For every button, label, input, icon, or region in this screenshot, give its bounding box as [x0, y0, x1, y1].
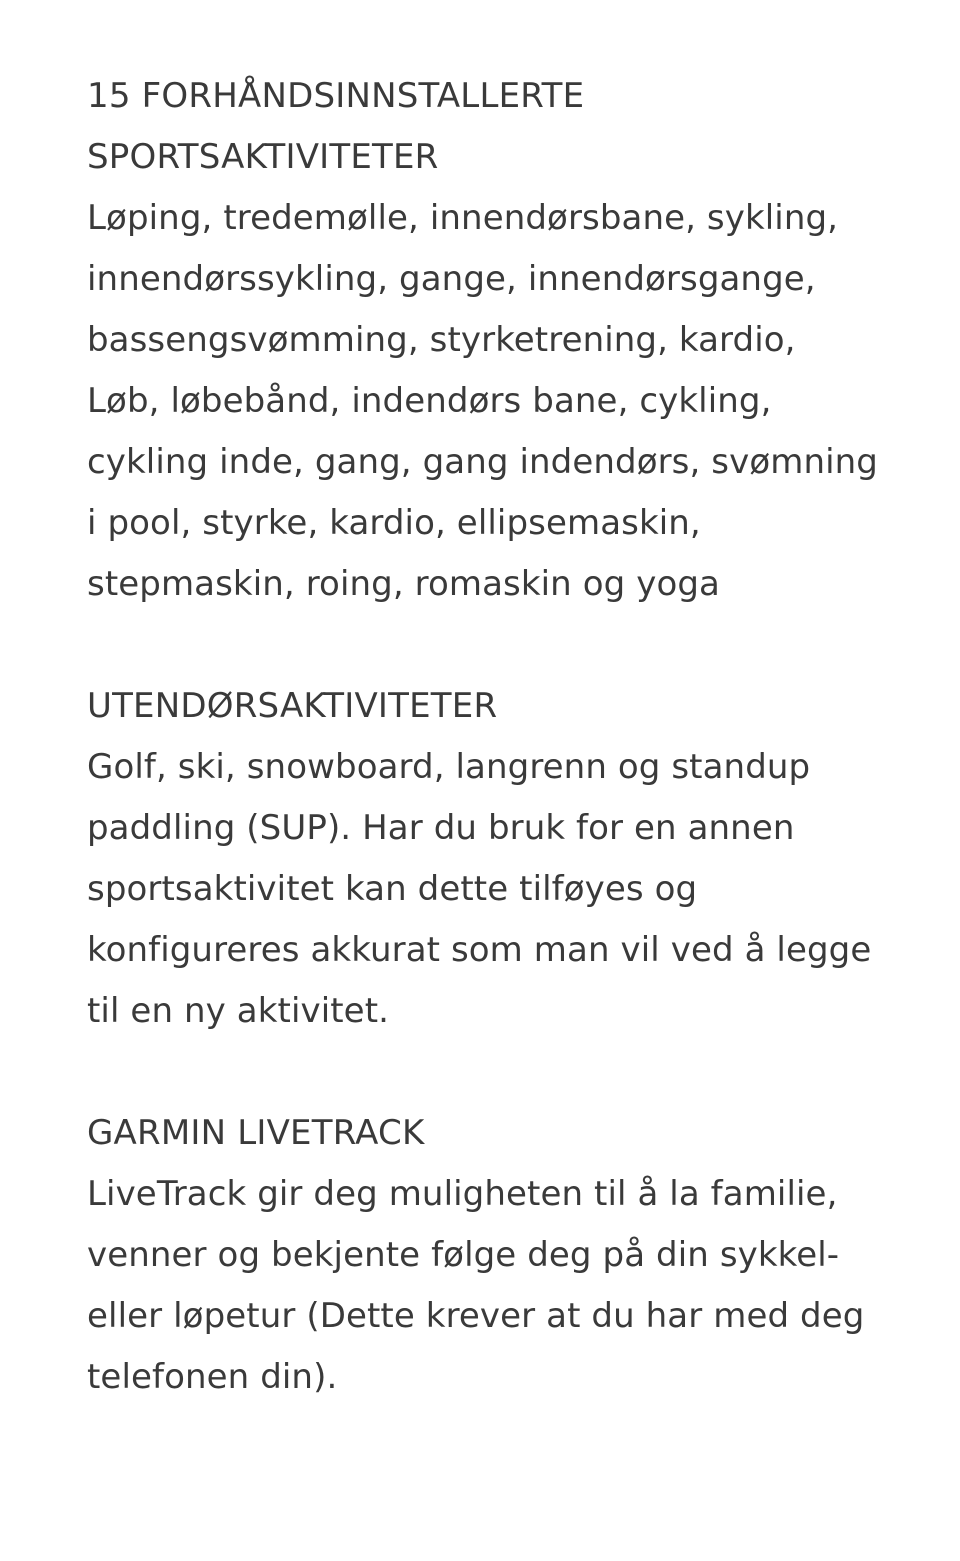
- section-heading: UTENDØRSAKTIVITETER: [87, 686, 498, 726]
- section-heading: GARMIN LIVETRACK: [87, 1113, 425, 1153]
- product-description: [87, 66, 955, 1408]
- section-body: Golf, ski, snowboard, langrenn og standup paddling (SUP). Har du bruk for en annen sportsaktivitet kan dette tilføyes og konfigureres akkurat som man vil ved å legge til en ny aktivitet.: [87, 747, 872, 1031]
- section-sport-activities: [87, 66, 955, 615]
- section-outdoor-activities: [87, 676, 955, 1042]
- section-body: LiveTrack gir deg muligheten til å la familie, venner og bekjente følge deg på din sykkel- eller løpetur (Dette krever at du har med deg telefonen din).: [87, 1174, 865, 1397]
- section-heading: 15 FORHÅNDSINNSTALLERTE SPORTSAKTIVITETER: [87, 76, 585, 177]
- section-body: Løping, tredemølle, innendørsbane, sykling, innendørssykling, gange, innendørsgange, bassengsvømming, styrketrening, kardio, Løb, løbebånd, indendørs bane, cykling, cykling inde, gang, gang indendørs, svømning i pool, styrke, kardio, ellipsemaskin, stepmaskin, roing, romaskin og yoga: [87, 198, 878, 604]
- section-garmin-livetrack: [87, 1103, 955, 1408]
